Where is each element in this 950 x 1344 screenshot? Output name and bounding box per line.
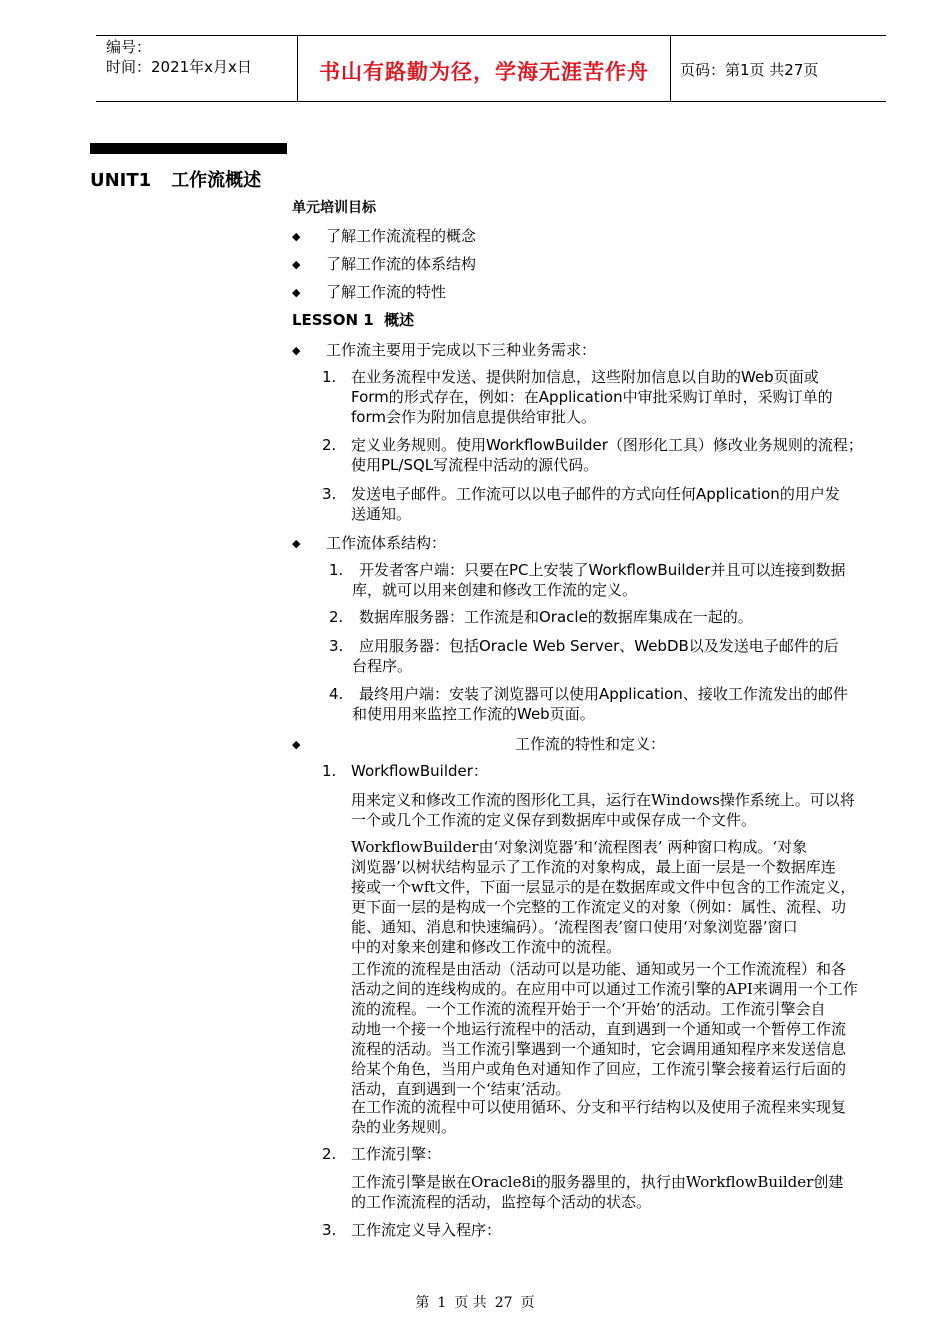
text-line: 最终用户端：安装了浏览器可以使用Application、接收工作流发出的邮件 [359, 685, 848, 703]
lesson-title [292, 310, 414, 330]
diamond-bullet-icon: ◆ [292, 258, 301, 271]
objective-item: 了解工作流流程的概念 [326, 227, 477, 245]
text-line: 发送电子邮件。工作流可以以电子邮件的方式向任何Application的用户发 [351, 485, 840, 503]
page-footer [0, 1292, 950, 1312]
list-item [351, 367, 833, 427]
item-title: WorkflowBuilder： [351, 762, 488, 780]
text-line: 在业务流程中发送、提供附加信息，这些附加信息以自助的Web页面或 [351, 368, 819, 386]
header-bottom-rule [96, 101, 886, 102]
footer-text: 页 [520, 1295, 535, 1311]
text-line: 的工作流流程的活动，监控每个活动的状态。 [351, 1193, 652, 1211]
footer-text: 页 共 [454, 1295, 487, 1311]
text-line: Form的形式存在，例如：在Application中审批采购订单时，采购订单的 [351, 388, 833, 406]
text-line: 使用PL/SQL写流程中活动的源代码。 [351, 456, 599, 474]
list-number: 2. [329, 608, 344, 626]
text-line: 定义业务规则。使用WorkflowBuilder（图形化工具）修改业务规则的流程； [351, 436, 863, 454]
text-line: 动地一个接一个地运行流程中的活动，直到遇到一个通知或一个暂停工作流 [351, 1020, 847, 1038]
text-line: 接或一个wft文件，下面一层显示的是在数据库或文件中包含的工作流定义， [351, 878, 856, 896]
list-number: 1. [322, 368, 337, 386]
text-line: 在工作流的流程中可以使用循环、分支和平行结构以及使用子流程来实现复 [351, 1098, 847, 1116]
text-line: 库，就可以用来创建和修改工作流的定义。 [352, 581, 638, 599]
footer-page-number: 1 [437, 1295, 447, 1311]
text-line: 和使用用来监控工作流的Web页面。 [352, 705, 595, 723]
text-line: 送通知。 [351, 505, 412, 523]
paragraph [351, 837, 855, 957]
unit-name: 工作流概述 [171, 170, 262, 191]
text-line: 应用服务器：包括Oracle Web Server、WebDB以及发送电子邮件的后 [359, 637, 839, 655]
list-item [351, 484, 840, 524]
objective-item: 了解工作流的体系结构 [326, 255, 477, 273]
text-line: 中的对象来创建和修改工作流中的流程。 [351, 938, 622, 956]
footer-text: 第 [415, 1295, 430, 1311]
text-line: 用来定义和修改工作流的图形化工具，运行在Windows操作系统上。可以将 [351, 791, 855, 809]
paragraph [351, 1097, 846, 1137]
number-label: 编号： [106, 38, 152, 56]
text-line: 活动之间的连线构成的。在应用中可以通过工作流引擎的API来调用一个工作 [351, 980, 858, 998]
diamond-bullet-icon: ◆ [292, 537, 301, 550]
text-line: 更下面一层的是构成一个完整的工作流定义的对象（例如：属性、流程、功 [351, 898, 847, 916]
section3-intro: 工作流的特性和定义： [515, 735, 666, 753]
text-line: form会作为附加信息提供给审批人。 [351, 408, 596, 426]
list-number: 3. [322, 485, 337, 503]
page-info: 页码：第1页 共27页 [680, 61, 819, 79]
list-item [352, 684, 848, 724]
text-line: 数据库服务器：工作流是和Oracle的数据库集成在一起的。 [359, 608, 753, 626]
unit-code: UNIT1 [90, 170, 152, 191]
list-number: 3. [322, 1221, 337, 1239]
footer-total-pages: 27 [494, 1295, 513, 1311]
list-number: 1. [322, 762, 337, 780]
list-number: 2. [322, 1145, 337, 1163]
section2-intro: 工作流体系结构： [326, 534, 447, 552]
list-item [352, 636, 839, 676]
objective-item: 了解工作流的特性 [326, 283, 447, 301]
text-line: 工作流的流程是由活动（活动可以是功能、通知或另一个工作流流程）和各 [351, 960, 847, 978]
header-top-rule [96, 35, 886, 36]
item-title: 工作流引擎： [351, 1145, 442, 1163]
unit-title [90, 166, 261, 192]
diamond-bullet-icon: ◆ [292, 344, 301, 357]
list-number: 3. [329, 637, 344, 655]
paragraph [351, 959, 858, 1099]
text-line: 能、通知、消息和快速编码）。‘流程图表’窗口使用‘对象浏览器’窗口 [351, 918, 798, 936]
time-label: 时间：2021年x月x日 [106, 58, 252, 76]
text-line: 工作流引擎是嵌在Oracle8i的服务器里的，执行由WorkflowBuilder创建 [351, 1173, 844, 1191]
text-line: 一个或几个工作流的定义保存到数据库中或保存成一个文件。 [351, 811, 757, 829]
list-item [359, 607, 753, 627]
text-line: 杂的业务规则。 [351, 1118, 457, 1136]
list-number: 1. [329, 561, 344, 579]
motto: 书山有路勤为径，学海无涯苦作舟 [319, 59, 649, 84]
list-number: 2. [322, 436, 337, 454]
paragraph [351, 1172, 843, 1212]
text-line: 流的流程。一个工作流的流程开始于一个‘开始’的活动。工作流引擎会自 [351, 1000, 826, 1018]
header-divider [670, 35, 671, 101]
unit-bar [90, 143, 287, 154]
text-line: WorkflowBuilder由‘对象浏览器’和‘流程图表’ 两种窗口构成。‘对象 [351, 838, 808, 856]
objectives-heading: 单元培训目标 [292, 200, 376, 216]
list-number: 4. [329, 685, 344, 703]
text-line: 开发者客户端：只要在PC上安装了WorkflowBuilder并且可以连接到数据 [359, 561, 846, 579]
list-item [352, 560, 845, 600]
diamond-bullet-icon: ◆ [292, 230, 301, 243]
diamond-bullet-icon: ◆ [292, 286, 301, 299]
text-line: 流程的活动。当工作流引擎遇到一个通知时，它会调用通知程序来发送信息 [351, 1040, 847, 1058]
text-line: 活动，直到遇到一个‘结束’活动。 [351, 1080, 571, 1098]
section1-intro: 工作流主要用于完成以下三种业务需求： [326, 341, 597, 359]
list-item [351, 435, 863, 475]
text-line: 台程序。 [352, 657, 413, 675]
item-title: 工作流定义导入程序： [351, 1221, 502, 1239]
paragraph [351, 790, 855, 830]
lesson-name: 概述 [384, 311, 415, 329]
diamond-bullet-icon: ◆ [292, 738, 301, 751]
lesson-code: LESSON 1 [292, 311, 374, 329]
text-line: 给某个角色，当用户或角色对通知作了回应，工作流引擎会接着运行后面的 [351, 1060, 847, 1078]
text-line: 浏览器’以树状结构显示了工作流的对象构成，最上面一层是一个数据库连 [351, 858, 836, 876]
